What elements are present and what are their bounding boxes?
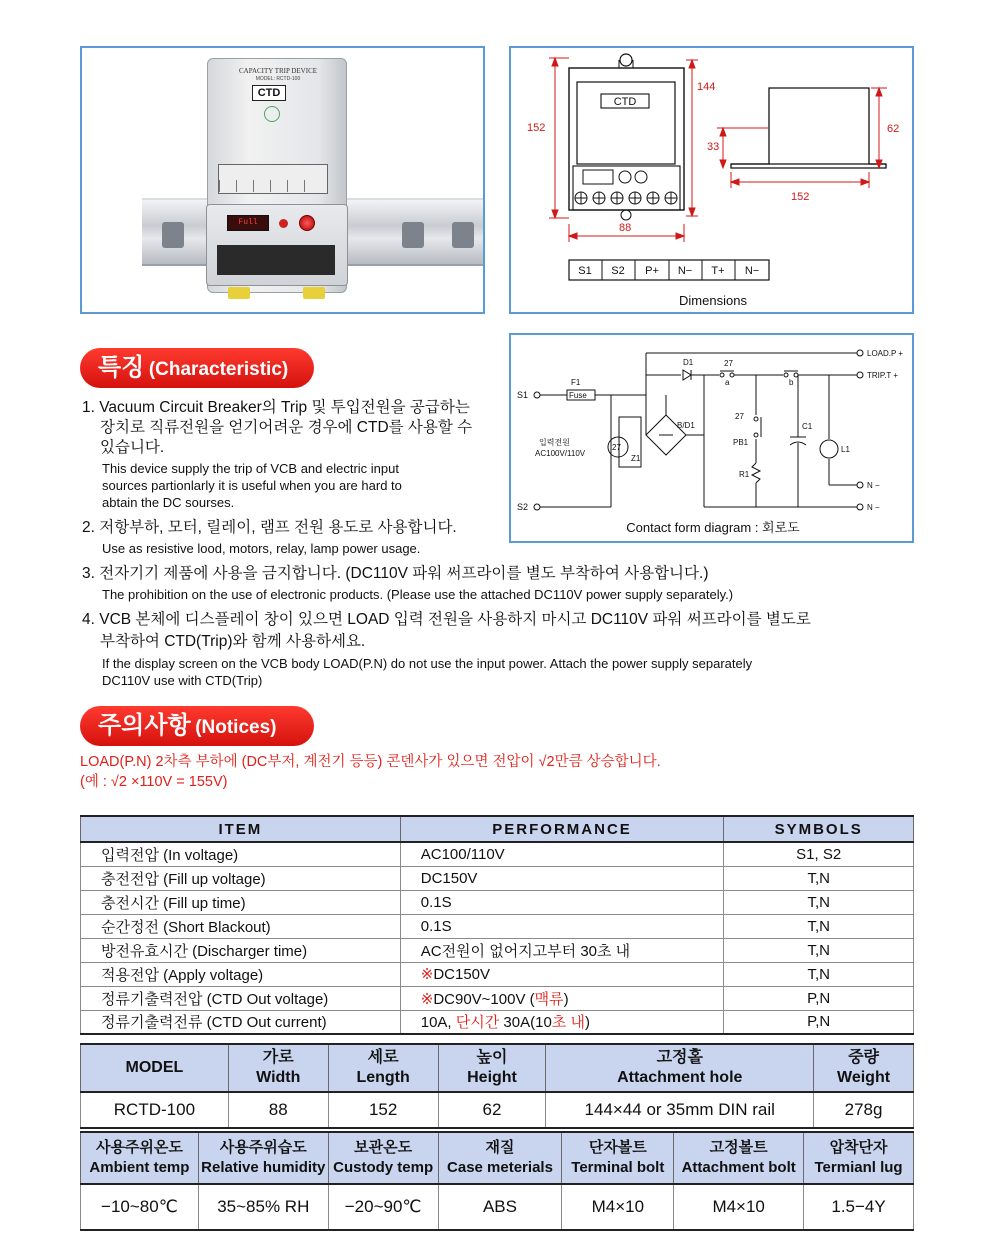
length-value: 152 [328, 1092, 438, 1128]
spec-symbol: P,N [724, 986, 914, 1010]
terminal-label: N− [677, 265, 693, 277]
table-row [81, 890, 914, 914]
dim-total-height: 152 [527, 122, 546, 134]
table-row [81, 842, 914, 866]
spec-symbol: T,N [724, 866, 914, 890]
char-item-4-en2: DC110V use with CTD(Trip) [102, 673, 263, 688]
brand-logo-icon [264, 106, 280, 122]
device-foot [228, 287, 250, 299]
device-title: CAPACITY TRIP DEVICE [238, 67, 318, 75]
spec-symbol: T,N [724, 938, 914, 962]
label-s1: S1 [517, 390, 529, 400]
circuit-svg [511, 335, 916, 545]
notices-heading-kr: 주의사항 [98, 712, 191, 739]
env-header-humidity: 사용주위습도 Relative humidity [198, 1132, 328, 1184]
spec-symbol: T,N [724, 962, 914, 986]
table-row [81, 962, 914, 986]
spec-header-symbols: SYMBOLS [724, 816, 914, 842]
char-item-1-en2: sources partionlarly it is useful when you are hard to [102, 478, 402, 493]
spec-header-performance: PERFORMANCE [400, 816, 724, 842]
spec-item: 순간정전 (Short Blackout) [81, 914, 401, 938]
table-row [81, 866, 914, 890]
environment-table [80, 1131, 914, 1231]
char-item-2-kr1: 2. 저항부하, 모터, 릴레이, 램프 전원 용도로 사용합니다. [82, 519, 457, 536]
spec-symbol: T,N [724, 890, 914, 914]
terminal-bolt-value: M4×10 [562, 1184, 674, 1230]
spec-performance: 10A, 단시간 30A(10초 내) [400, 1010, 724, 1034]
char-item-1-en1: This device supply the trip of VCB and electric input [102, 461, 399, 476]
ctd-device [207, 58, 347, 293]
label-27: 27 [735, 412, 744, 421]
reset-button-icon [299, 215, 315, 231]
dim-front-width: 88 [619, 222, 632, 234]
custody-temp-value: −20~90℃ [328, 1184, 438, 1230]
spec-performance: 0.1S [400, 914, 724, 938]
terminal-label: S2 [611, 265, 625, 277]
model-header-weight: 중량 Weight [814, 1044, 914, 1092]
spec-performance: 0.1S [400, 890, 724, 914]
notice-line-1: LOAD(P.N) 2차측 부하에 (DC부저, 계전기 등등) 콘덴사가 있으면 전압이 √2만큼 상승합니다. [80, 754, 661, 770]
char-item-1-kr3: 있습니다. [100, 439, 165, 456]
char-item-1-kr2: 장치로 직류전원을 얻기어려운 경우에 CTD를 사용할 수 [100, 419, 473, 436]
model-value: RCTD-100 [81, 1092, 229, 1128]
model-table [80, 1043, 914, 1129]
spec-item: 충전시간 (Fill up time) [81, 890, 401, 914]
env-header-custody-temp: 보관온도 Custody temp [328, 1132, 438, 1184]
spec-item: 충전전압 (Fill up voltage) [81, 866, 401, 890]
env-header-attachment-bolt: 고정볼트 Attachment bolt [674, 1132, 804, 1184]
char-item-1-kr1: 1. Vacuum Circuit Breaker의 Trip 및 투입전원을 공급하는 [82, 399, 470, 416]
env-header-material: 재질 Case meterials [438, 1132, 562, 1184]
env-header-row [81, 1132, 914, 1184]
spec-performance: ※DC150V [400, 962, 724, 986]
device-terminal-strip [218, 164, 328, 194]
label-d1: D1 [683, 358, 694, 367]
device-foot [303, 287, 325, 299]
model-header-height: 높이 Height [438, 1044, 546, 1092]
table-row [81, 1010, 914, 1034]
characteristic-heading-kr: 특징 [98, 354, 145, 381]
spec-symbol: T,N [724, 914, 914, 938]
env-header-terminal-lug: 압착단자 Termianl lug [804, 1132, 914, 1184]
label-a: a [725, 378, 730, 387]
device-front-panel [206, 204, 348, 286]
char-item-4-en1: If the display screen on the VCB body LOAD(P.N) do not use the input power. Attach the power supply separately [102, 656, 753, 671]
notices-heading-en: (Notices) [195, 717, 277, 738]
label-f1: F1 [571, 378, 581, 387]
dimensions-drawing [509, 46, 914, 314]
char-item-3-kr1: 3. 전자기기 제품에 사용을 금지합니다. (DC110V 파워 써프라이를 별도 부착하여 사용합니다.) [82, 565, 709, 582]
label-c1: C1 [802, 422, 813, 431]
char-item-4-kr2: 부착하여 CTD(Trip)와 함께 사용하세요. [100, 633, 366, 650]
label-load-p: LOAD.P + [867, 349, 904, 358]
terminal-label: N− [744, 265, 760, 277]
spec-performance: DC150V [400, 866, 724, 890]
terminal-row [569, 260, 769, 280]
spec-table [80, 815, 914, 1035]
spec-performance: AC100/110V [400, 842, 724, 866]
label-pb1: PB1 [733, 438, 749, 447]
notice-line-2: (예 : √2 ×110V = 155V) [80, 774, 228, 790]
label-n2: N − [867, 503, 880, 512]
label-27a: 27 [724, 359, 733, 368]
terminal-label: T+ [711, 265, 725, 277]
attachment-bolt-value: M4×10 [674, 1184, 804, 1230]
device-label: CTD [252, 85, 286, 101]
led-indicator-icon [279, 219, 288, 228]
spec-item: 정류기출력전류 (CTD Out current) [81, 1010, 401, 1034]
spec-item: 방전유효시간 (Discharger time) [81, 938, 401, 962]
table-row [81, 1184, 914, 1230]
label-l1: L1 [841, 445, 850, 454]
label-trip-t: TRIP.T + [867, 371, 899, 380]
dim-ctd-label: CTD [613, 96, 637, 108]
label-relay: 27 [612, 443, 621, 452]
circuit-diagram [509, 333, 914, 543]
label-r1: R1 [739, 470, 750, 479]
char-item-3-en1: The prohibition on the use of electronic products. (Please use the attached DC110V power supply separately.) [102, 587, 734, 602]
spec-performance: AC전원이 없어지고부터 30초 내 [400, 938, 724, 962]
model-header-length: 세로 Length [328, 1044, 438, 1092]
spec-item: 적용전압 (Apply voltage) [81, 962, 401, 986]
table-row [81, 1092, 914, 1128]
model-header-attachment-hole: 고정홀 Attachment hole [546, 1044, 814, 1092]
env-header-terminal-bolt: 단자볼트 Terminal bolt [562, 1132, 674, 1184]
label-s2: S2 [517, 502, 529, 512]
circuit-caption: Contact form diagram : 회로도 [626, 520, 800, 535]
label-b: b [789, 378, 794, 387]
terminal-label: S1 [578, 265, 592, 277]
notices-heading [80, 706, 314, 746]
product-photo [80, 46, 485, 314]
dim-side-height: 62 [887, 123, 900, 135]
ambient-temp-value: −10~80℃ [81, 1184, 199, 1230]
dim-inner-height: 144 [697, 81, 716, 93]
spec-symbol: P,N [724, 1010, 914, 1034]
dimensions-svg [511, 48, 916, 316]
attachment-hole-value: 144×44 or 35mm DIN rail [546, 1092, 814, 1128]
humidity-value: 35~85% RH [198, 1184, 328, 1230]
table-row [81, 986, 914, 1010]
characteristic-heading [80, 348, 314, 388]
spec-header-row [81, 816, 914, 842]
model-header-width: 가로 Width [228, 1044, 328, 1092]
spec-header-item: ITEM [81, 816, 401, 842]
label-n1: N − [867, 481, 880, 490]
spec-item: 입력전압 (In voltage) [81, 842, 401, 866]
label-input-v: AC100V/110V [535, 449, 586, 458]
model-header-row [81, 1044, 914, 1092]
height-value: 62 [438, 1092, 546, 1128]
dim-side-base: 33 [707, 141, 720, 153]
device-model: MODEL: RCTD-100 [255, 76, 301, 82]
width-value: 88 [228, 1092, 328, 1128]
spec-item: 정류기출력전압 (CTD Out voltage) [81, 986, 401, 1010]
label-input-kr: 입력전원 [539, 438, 570, 447]
dimensions-caption: Dimensions [679, 293, 747, 308]
spec-performance: ※DC90V~100V (맥류) [400, 986, 724, 1010]
table-row [81, 938, 914, 962]
env-header-ambient-temp: 사용주위온도 Ambient temp [81, 1132, 199, 1184]
dim-side-length: 152 [791, 191, 810, 203]
terminal-label: P+ [645, 265, 659, 277]
characteristic-heading-en: (Characteristic) [148, 359, 289, 380]
model-header-model: MODEL [81, 1044, 229, 1092]
char-item-4-kr1: 4. VCB 본체에 디스플레이 창이 있으면 LOAD 입력 전원을 사용하지 마시고 DC110V 파워 써프라이를 별도로 [82, 611, 811, 628]
table-row [81, 914, 914, 938]
label-fuse: Fuse [569, 391, 587, 400]
label-bd1: B/D1 [677, 421, 695, 430]
spec-symbol: S1, S2 [724, 842, 914, 866]
label-z1: Z1 [631, 454, 641, 463]
weight-value: 278g [814, 1092, 914, 1128]
char-item-1-en3: abtain the DC sourses. [102, 495, 235, 510]
char-item-2-en1: Use as resistive lood, motors, relay, lamp power usage. [102, 541, 421, 556]
device-display: Full [227, 215, 269, 231]
material-value: ABS [438, 1184, 562, 1230]
device-connector [217, 245, 335, 275]
terminal-lug-value: 1.5−4Y [804, 1184, 914, 1230]
